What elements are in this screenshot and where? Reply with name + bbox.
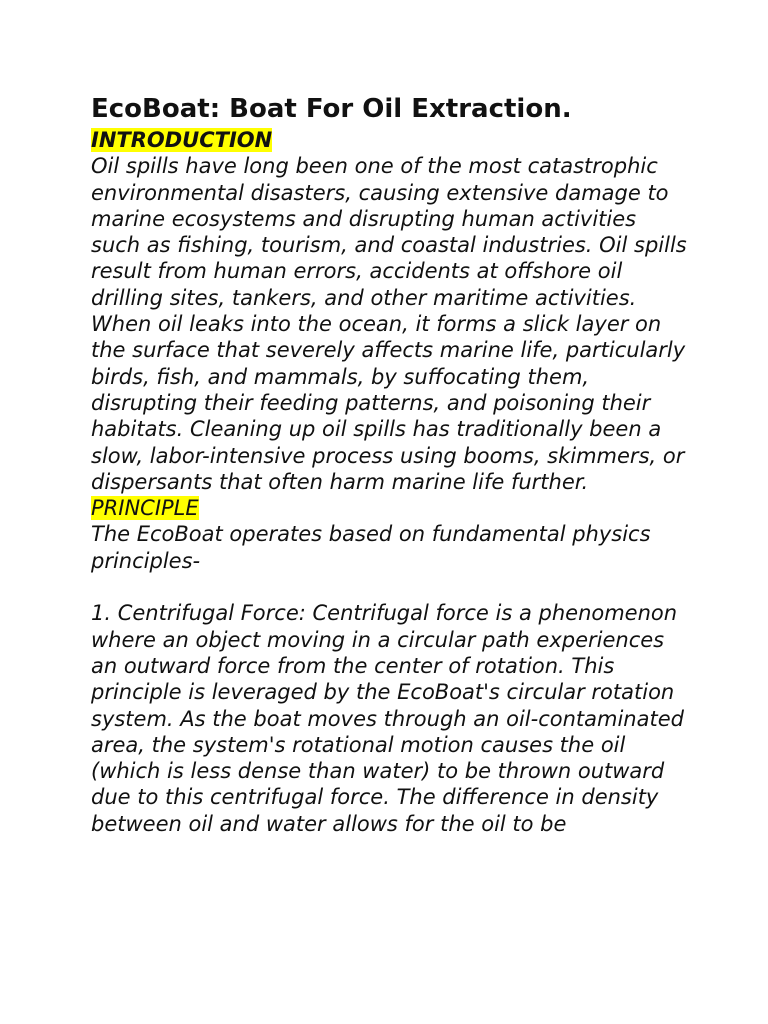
document-body — [91, 92, 691, 837]
principle-point-1-paragraph: 1. Centrifugal Force: Centrifugal force is a phenomenon where an object moving in a circular path experiences an outward force from the center of rotation. This principle is leveraged by the EcoBoat's circular rotation system. As the boat moves through an oil-contaminated area, the system's rotational motion causes the oil (which is less dense than water) to be thrown outward due to this centrifugal force. The difference in density between oil and water allows for the oil to be — [91, 601, 684, 836]
principle-intro-paragraph: The EcoBoat operates based on fundamental physics principles- — [91, 522, 651, 573]
principle-heading — [91, 495, 691, 521]
introduction-heading-text: INTRODUCTION — [91, 128, 273, 152]
principle-heading-text: PRINCIPLE — [91, 496, 199, 521]
introduction-paragraph: Oil spills have long been one of the most catastrophic environmental disasters, causing extensive damage to marine ecosystems and disrupting human activities such as fishing, tourism, and coastal industries. Oil spills result from human errors, accidents at offshore oil drilling sites, tankers, and other maritime activities. When oil leaks into the ocean, it forms a slick layer on the surface that severely affects marine life, particularly birds, fish, and mammals, by suffocating them, disrupting their feeding patterns, and poisoning their habitats. Cleaning up oil spills has traditionally been a slow, labor-intensive process using booms, skimmers, or dispersants that often harm marine life further. — [91, 154, 687, 494]
introduction-heading — [91, 127, 691, 153]
paragraph-spacer — [91, 574, 691, 600]
document-title: EcoBoat: Boat For Oil Extraction. — [91, 94, 572, 124]
